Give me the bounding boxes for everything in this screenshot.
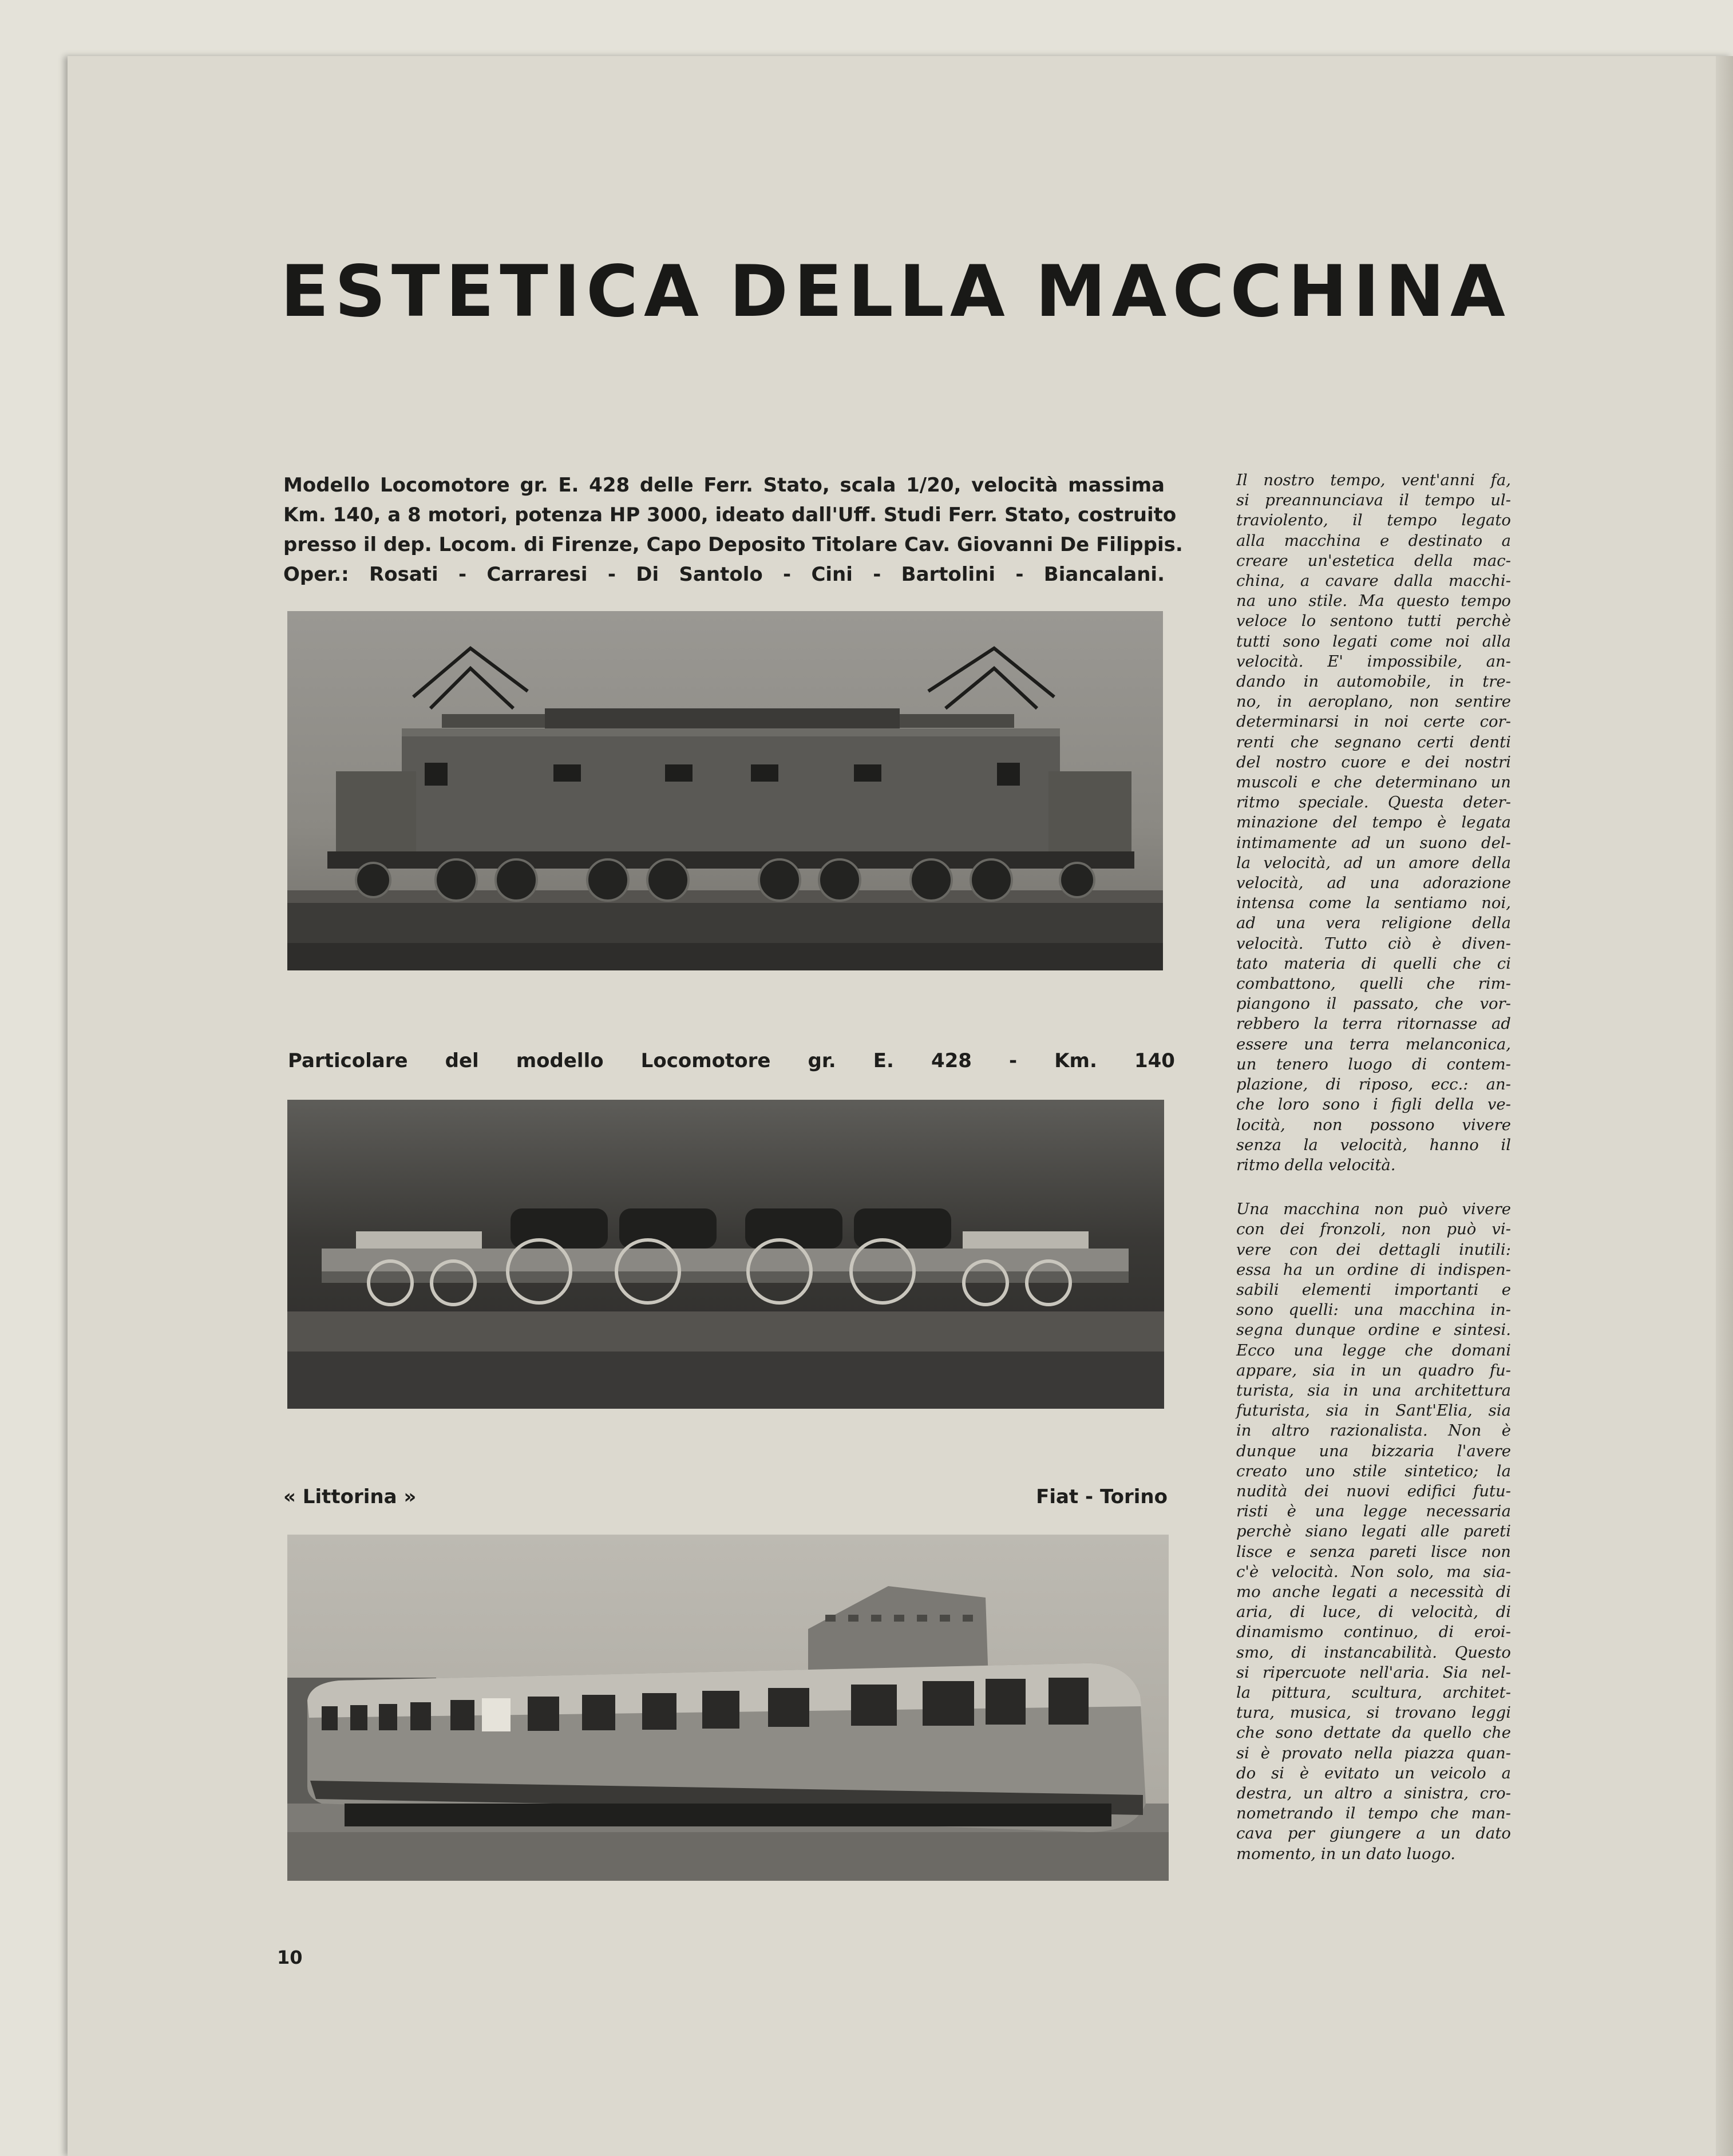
littorina-photo xyxy=(287,1535,1169,1881)
article-line: momento, in un dato luogo. xyxy=(1236,1844,1456,1863)
caption-word: Km. xyxy=(1054,1049,1097,1072)
article-line: tutti sono legati come noi alla xyxy=(1236,632,1511,651)
article-line: intensa come la sentiamo noi, xyxy=(1236,894,1511,913)
article-line: risti è una legge necessaria xyxy=(1236,1502,1511,1521)
article-line: Il nostro tempo, vent'anni fa, xyxy=(1236,471,1511,489)
article-line: vere con dei dettagli inutili: xyxy=(1236,1240,1511,1259)
article-paragraph-1 xyxy=(1236,470,1511,1175)
page-number: 10 xyxy=(277,1947,303,1968)
article-line: si è provato nella piazza quan- xyxy=(1236,1743,1511,1762)
article-line: smo, di instancabilità. Questo xyxy=(1236,1643,1511,1662)
article-line: velocità. Tutto ciò è diven- xyxy=(1236,934,1511,953)
article-line: del nostro cuore e dei nostri xyxy=(1236,752,1511,771)
title-word: DELLA xyxy=(729,251,1011,333)
article-line: appare, sia in un quadro fu- xyxy=(1236,1361,1511,1380)
article-line: creato uno stile sintetico; la xyxy=(1236,1461,1511,1480)
caption-word: Particolare xyxy=(288,1049,408,1072)
article-line: aria, di luce, di velocità, di xyxy=(1236,1603,1511,1622)
caption-word: 140 xyxy=(1134,1049,1175,1072)
article-line: lisce e senza pareti lisce non xyxy=(1236,1542,1511,1561)
article-paragraph-2 xyxy=(1236,1199,1511,1864)
title-word: ESTETICA xyxy=(280,251,705,333)
caption-line: Oper.: Rosati - Carraresi - Di Santolo - Cini - Bartolini - Biancalani. xyxy=(283,563,1165,586)
caption-line: Modello Locomotore gr. E. 428 delle Ferr. Stato, scala 1/20, velocità massima xyxy=(283,474,1165,497)
article-line: la velocità, ad un amore della xyxy=(1236,853,1511,872)
article-line: nudità dei nuovi edifici futu- xyxy=(1236,1481,1511,1500)
article-line: locità, non possono vivere xyxy=(1236,1115,1511,1134)
article-line: traviolento, il tempo legato xyxy=(1236,511,1511,530)
caption-word: modello xyxy=(516,1049,604,1072)
title-word: MACCHINA xyxy=(1035,251,1511,333)
article-line: ritmo speciale. Questa deter- xyxy=(1236,793,1511,812)
article-line: perchè siano legati alle pareti xyxy=(1236,1522,1511,1541)
caption-word: E. xyxy=(873,1049,894,1072)
article-line: determinarsi in noi certe cor- xyxy=(1236,712,1511,731)
article-line: ritmo della velocità. xyxy=(1236,1155,1396,1174)
article-line: no, in aeroplano, non sentire xyxy=(1236,692,1511,711)
article-line: che loro sono i figli della ve- xyxy=(1236,1095,1511,1114)
article-line: Ecco una legge che domani xyxy=(1236,1341,1511,1360)
article-line: sono quelli: una macchina in- xyxy=(1236,1301,1511,1319)
article-line: Una macchina non può vivere xyxy=(1236,1200,1511,1219)
caption-left: « Littorina » xyxy=(283,1485,417,1508)
article-line: plazione, di riposo, ecc.: an- xyxy=(1236,1075,1511,1094)
page-edge xyxy=(1716,56,1733,2156)
article-line: dinamismo continuo, di eroi- xyxy=(1236,1623,1511,1642)
caption-word: del xyxy=(445,1049,479,1072)
article-line: che sono dettate da quello che xyxy=(1236,1723,1511,1742)
article-text xyxy=(1236,470,1511,1864)
article-line: la pittura, scultura, architet- xyxy=(1236,1683,1511,1702)
article-line: c'è velocità. Non solo, ma sia- xyxy=(1236,1562,1511,1581)
article-line: destra, un altro a sinistra, cro- xyxy=(1236,1784,1511,1802)
caption-right: Fiat - Torino xyxy=(1036,1485,1168,1508)
locomotive-caption xyxy=(283,470,1183,589)
littorina-caption xyxy=(283,1485,1168,1508)
article-line: si ripercuote nell'aria. Sia nel- xyxy=(1236,1663,1511,1682)
article-line: intimamente ad un suono del- xyxy=(1236,833,1511,852)
article-line: velocità, ad una adorazione xyxy=(1236,874,1511,893)
article-line: dando in automobile, in tre- xyxy=(1236,672,1511,691)
article-line: combattono, quelli che rim- xyxy=(1236,974,1511,993)
article-line: futurista, sia in Sant'Elia, sia xyxy=(1236,1401,1511,1420)
article-line: china, a cavare dalla macchi- xyxy=(1236,572,1511,590)
article-line: mo anche legati a necessità di xyxy=(1236,1582,1511,1601)
caption-word: gr. xyxy=(808,1049,836,1072)
chassis-detail-photo xyxy=(287,1100,1164,1409)
article-line: essa ha un ordine di indispen- xyxy=(1236,1260,1511,1279)
article-line: senza la velocità, hanno il xyxy=(1236,1135,1511,1154)
article-line: nometrando il tempo che man- xyxy=(1236,1804,1511,1823)
locomotive-photo xyxy=(287,611,1163,970)
article-line: minazione del tempo è legata xyxy=(1236,813,1511,832)
article-line: segna dunque ordine e sintesi. xyxy=(1236,1321,1511,1339)
article-line: un tenero luogo di contem- xyxy=(1236,1055,1511,1073)
article-line: con dei fronzoli, non può vi- xyxy=(1236,1220,1511,1239)
caption-word: Locomotore xyxy=(640,1049,771,1072)
article-line: tato materia di quelli che ci xyxy=(1236,954,1511,973)
article-line: piangono il passato, che vor- xyxy=(1236,994,1511,1013)
article-line: dunque una bizzaria l'avere xyxy=(1236,1441,1511,1460)
article-line: do si è evitato un veicolo a xyxy=(1236,1763,1511,1782)
article-line: si preannunciava il tempo ul- xyxy=(1236,491,1511,510)
article-line: essere una terra melanconica, xyxy=(1236,1035,1511,1053)
article-line: turista, sia in una architettura xyxy=(1236,1381,1511,1400)
caption-word: - xyxy=(1009,1049,1018,1072)
article-line: alla macchina e destinato a xyxy=(1236,531,1511,550)
article-line: rebbero la terra ritornasse ad xyxy=(1236,1014,1511,1033)
page-title xyxy=(280,252,1511,332)
article-line: tura, musica, si trovano leggi xyxy=(1236,1703,1511,1722)
article-line: creare un'estetica della mac- xyxy=(1236,551,1511,570)
caption-word: 428 xyxy=(931,1049,972,1072)
article-line: in altro razionalista. Non è xyxy=(1236,1421,1511,1440)
caption-line: presso il dep. Locom. di Firenze, Capo Deposito Titolare Cav. Giovanni De Filippis. xyxy=(283,533,1183,556)
article-line: cava per giungere a un dato xyxy=(1236,1824,1511,1843)
article-line: ad una vera religione della xyxy=(1236,914,1511,933)
article-line: sabili elementi importanti e xyxy=(1236,1280,1511,1299)
article-line: renti che segnano certi denti xyxy=(1236,732,1511,751)
article-line: veloce lo sentono tutti perchè xyxy=(1236,612,1511,631)
caption-line: Km. 140, a 8 motori, potenza HP 3000, ideato dall'Uff. Studi Ferr. Stato, costruito xyxy=(283,504,1177,526)
article-line: na uno stile. Ma questo tempo xyxy=(1236,592,1511,611)
article-line: velocità. E' impossibile, an- xyxy=(1236,652,1511,671)
article-line: muscoli e che determinano un xyxy=(1236,773,1511,792)
detail-caption xyxy=(288,1049,1175,1072)
